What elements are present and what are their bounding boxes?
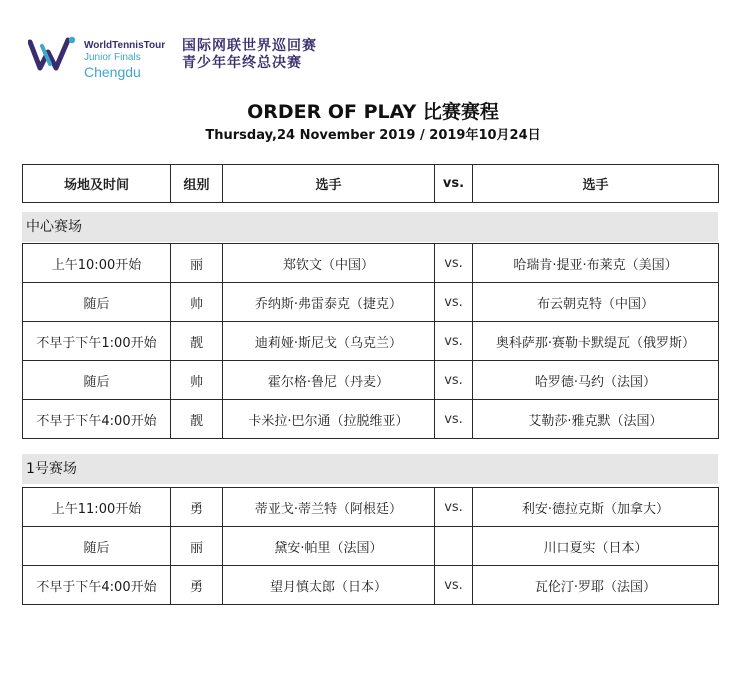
schedule-header-table (22, 164, 719, 203)
table-row (23, 283, 719, 322)
match-group: 丽 (171, 527, 223, 566)
match-player1: 迪莉娅·斯尼戈（乌克兰） (223, 322, 435, 361)
match-player1: 卡米拉·巴尔通（拉脱维亚） (223, 400, 435, 439)
match-time: 不早于下午4:00开始 (23, 400, 171, 439)
match-vs: vs. (435, 361, 473, 400)
match-vs: vs. (435, 244, 473, 283)
match-vs (435, 527, 473, 566)
court-heading: 中心赛场 (22, 212, 718, 242)
match-group: 勇 (171, 488, 223, 527)
logo-cn-line1: 国际网联世界巡回赛 (182, 38, 317, 54)
match-group: 勇 (171, 566, 223, 605)
match-vs: vs. (435, 283, 473, 322)
logo-brand-line1: WorldTennisTour (84, 40, 166, 51)
match-group: 靓 (171, 322, 223, 361)
header-group: 组别 (171, 165, 223, 203)
tennis-w-logo-icon (28, 34, 80, 74)
header-player1: 选手 (223, 165, 435, 203)
match-player2: 哈罗德·马约（法国） (473, 361, 719, 400)
event-logo (28, 34, 348, 80)
match-group: 丽 (171, 244, 223, 283)
header-time: 场地及时间 (23, 165, 171, 203)
table-row (23, 361, 719, 400)
match-player1: 望月慎太郎（日本） (223, 566, 435, 605)
match-time: 不早于下午1:00开始 (23, 322, 171, 361)
table-header-row (23, 165, 719, 203)
logo-brand-line3: Chengdu (84, 64, 141, 80)
match-time: 不早于下午4:00开始 (23, 566, 171, 605)
match-vs: vs. (435, 566, 473, 605)
logo-english-text (84, 40, 165, 80)
header-vs: vs. (435, 165, 473, 203)
match-player2: 川口夏实（日本） (473, 527, 719, 566)
page-title: ORDER OF PLAY 比赛赛程 (247, 101, 499, 123)
match-time: 随后 (23, 361, 171, 400)
match-time: 上午10:00开始 (23, 244, 171, 283)
match-player2: 利安·德拉克斯（加拿大） (473, 488, 719, 527)
logo-chinese-text (182, 38, 317, 72)
match-player2: 哈瑞肯·提亚·布莱克（美国） (473, 244, 719, 283)
table-row (23, 488, 719, 527)
table-row (23, 527, 719, 566)
match-time: 随后 (23, 283, 171, 322)
match-group: 帅 (171, 283, 223, 322)
match-player1: 黛安·帕里（法国） (223, 527, 435, 566)
page-date: Thursday,24 November 2019 / 2019年10月24日 (205, 128, 541, 143)
logo-cn-line2: 青少年年终总决赛 (182, 55, 302, 71)
match-vs: vs. (435, 322, 473, 361)
match-player1: 蒂亚戈·蒂兰特（阿根廷） (223, 488, 435, 527)
match-vs: vs. (435, 400, 473, 439)
match-player2: 布云朝克特（中国） (473, 283, 719, 322)
court-schedule-table (22, 487, 719, 605)
table-row (23, 566, 719, 605)
match-player2: 瓦伦汀·罗耶（法国） (473, 566, 719, 605)
table-row (23, 400, 719, 439)
match-player1: 霍尔格·鲁尼（丹麦） (223, 361, 435, 400)
match-vs: vs. (435, 488, 473, 527)
table-row (23, 322, 719, 361)
table-row (23, 244, 719, 283)
header-player2: 选手 (473, 165, 719, 203)
match-group: 帅 (171, 361, 223, 400)
match-player2: 奥科萨那·赛勒卡默缇瓦（俄罗斯） (473, 322, 719, 361)
match-player1: 郑钦文（中国） (223, 244, 435, 283)
match-time: 上午11:00开始 (23, 488, 171, 527)
court-schedule-table (22, 243, 719, 439)
match-group: 靓 (171, 400, 223, 439)
match-player1: 乔纳斯·弗雷泰克（捷克） (223, 283, 435, 322)
match-player2: 艾勒莎·雅克默（法国） (473, 400, 719, 439)
match-time: 随后 (23, 527, 171, 566)
court-heading: 1号赛场 (22, 454, 718, 484)
logo-brand-line2: Junior Finals (84, 52, 141, 63)
